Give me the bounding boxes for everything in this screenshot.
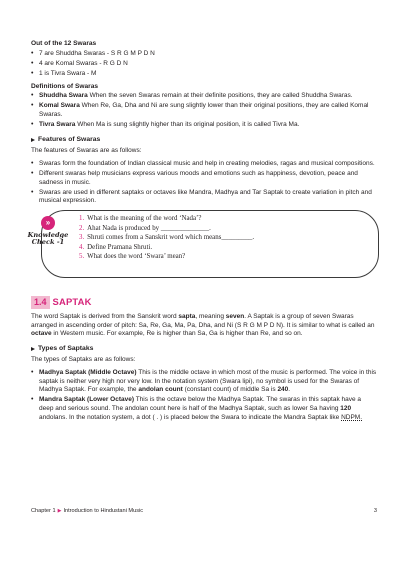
definition-text: When the seven Swaras remain at their definite positions, they are called Shuddha Swaras. <box>87 92 353 100</box>
list-item: • Swaras are used in different saptaks or octaves like Mandra, Madhya and Tar Saptak to create variation in pitch and musical expression. <box>31 189 377 206</box>
section-title <box>31 296 377 309</box>
types-intro: The types of Saptaks are as follows: <box>31 356 136 364</box>
list-item <box>31 92 377 101</box>
definitions-list <box>31 92 377 130</box>
page-footer <box>31 508 377 514</box>
page-content <box>27 40 377 426</box>
list-item: • Swaras form the foundation of Indian classical music and help in creating melodies, ragas and musical compositions. <box>31 160 377 169</box>
question-item: 1. What is the meaning of the word ‘Nada’? <box>79 215 202 223</box>
list-item: • Madhya Saptak (Middle Octave) This is the middle octave in which most of the music is performed. The voice in this saptak is neither very high nor very low. In the notation system (Swara lipi), no symbol is used for the Swaras of Madhya Saptak. For example, the andolan count (constant count) of middle Sa is 240. <box>31 369 377 395</box>
question-item: 4. Define Pramana Shruti. <box>79 243 153 251</box>
features-heading-text: Features of Swaras <box>38 135 101 143</box>
list-item: • 4 are Komal Swaras - R G D N <box>31 60 377 69</box>
question-list <box>79 214 254 262</box>
swara-count-heading: Out of the 12 Swaras <box>31 40 97 47</box>
types-list <box>31 369 377 422</box>
list-item: • Mandra Saptak (Lower Octave) This is the octave below the Madhya Saptak. The swaras in this saptak have a deep and serious sound. The andolan count here is half of the Madhya Saptak, such as lower Sa having 120 andolans. In the notation system, a dot ( . ) is placed below the Swara to indicate the Mandra Saptak like NDPM. <box>31 396 377 422</box>
list-item <box>31 102 377 119</box>
knowledge-check <box>27 210 377 288</box>
term: Tivra Swara <box>39 121 76 129</box>
swara-count-list <box>31 50 377 79</box>
list-item: • Different swaras help musicians express various moods and emotions such as happiness, devotion, peace and sadness in music. <box>31 170 377 187</box>
page-number: 3 <box>373 508 377 514</box>
features-heading <box>31 136 377 145</box>
triangle-bullet-icon <box>31 138 35 142</box>
knowledge-check-badge <box>27 216 69 262</box>
section-number: 1.4 <box>31 296 50 309</box>
question-item: 2. Ahat Nada is produced by ______________. <box>79 224 211 232</box>
list-item <box>31 121 377 130</box>
types-heading-text: Types of Saptaks <box>38 344 94 352</box>
triangle-separator-icon: ▶ <box>57 508 62 514</box>
question-item: 3. Shruti comes from a Sanskrit word which means_________. <box>79 234 255 242</box>
definition-text: When Ma is sung slightly higher than its original position, it is called Tivra Ma. <box>75 121 300 129</box>
list-item: • 1 is Tivra Swara - M <box>31 70 377 79</box>
definitions-heading: Definitions of Swaras <box>31 82 99 90</box>
section-name: SAPTAK <box>52 296 92 308</box>
types-heading <box>31 345 377 354</box>
term: Komal Swara <box>39 102 80 110</box>
term: Shuddha Swara <box>39 92 88 100</box>
triangle-bullet-icon <box>31 347 35 351</box>
mandra-notation-example: NDPM. <box>341 413 363 421</box>
definition-text: When Re, Ga, Dha and Ni are sung slightly lower than their original positions, they are called Komal Swaras. <box>39 102 369 118</box>
features-list <box>31 160 377 206</box>
list-item: • 7 are Shuddha Swaras - S R G M P D N <box>31 50 377 59</box>
features-intro: The features of Swaras are as follows: <box>31 147 142 155</box>
footer-chapter: Chapter 1 ▶ Introduction to Hindustani Music <box>31 508 144 514</box>
double-chevron-icon: » <box>41 216 55 230</box>
saptak-paragraph: The word Saptak is derived from the Sanskrit word sapta, meaning seven. A Saptak is a group of seven Swaras arranged in ascending order of pitch: Sa, Re, Ga, Ma, Pa, Dha, and Ni (S R G M P D N). It is similar to what is called an octave in Western music. For example, Re is higher than Sa, Ga is higher than Re, and so on. <box>31 313 375 338</box>
knowledge-check-label: Knowledge Check -1 <box>27 231 69 247</box>
question-item: 5. What does the word ‘Swara’ mean? <box>79 253 186 261</box>
